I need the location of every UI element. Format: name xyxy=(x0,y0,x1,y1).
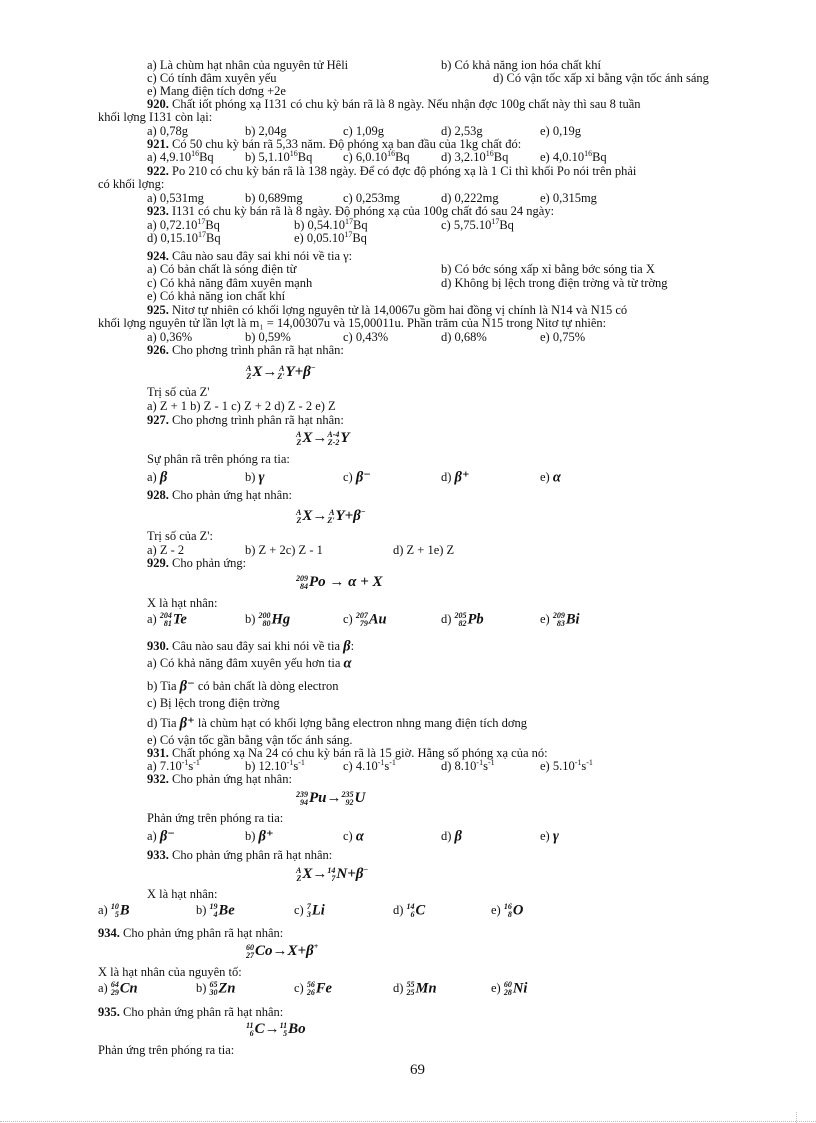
q932-option-b: b) β⁺ xyxy=(245,828,274,845)
q933-option-c: c) 7 3 Li xyxy=(294,902,325,919)
q934-option-e: e) 60 28 Ni xyxy=(491,980,528,997)
page-number: 69 xyxy=(410,1062,425,1078)
question-920-cont: khối lợng I131 còn lại: xyxy=(98,110,213,124)
exponent: 16 xyxy=(289,148,298,158)
exponent: 17 xyxy=(491,216,500,226)
question-text: Câu nào sau đây sai khi nói về tia γ: xyxy=(168,249,353,263)
q932-prompt: Phản ứng trên phóng ra tia: xyxy=(147,811,284,825)
q929-option-b: b) 200 80 Hg xyxy=(245,611,291,628)
q927-option-b: b) γ xyxy=(245,469,265,486)
q923-option xyxy=(441,216,514,232)
q925-option: c) 0,43% xyxy=(343,330,389,344)
question-text: Chất iốt phóng xạ I131 có chu kỳ bán rã là 8 ngày. Nếu nhận đợc 100g chất này thì sau 8 tuần xyxy=(168,97,641,111)
q921-option xyxy=(441,148,509,164)
exponent: 16 xyxy=(485,148,494,158)
question-927 xyxy=(147,414,344,427)
equation-929: 209 84 Po → α + X xyxy=(296,573,383,591)
q932-option-a: a) β⁻ xyxy=(147,828,175,845)
q934-option-a: a) 64 29 Cn xyxy=(98,980,138,997)
q925-option: b) 0,59% xyxy=(245,330,291,344)
unit: Bq xyxy=(352,231,367,245)
q933-option-d: d) 14 6 C xyxy=(393,902,426,919)
q922-option: b) 0,689mg xyxy=(245,191,303,205)
q919-option-b: b) Có khả năng ion hóa chất khí xyxy=(441,58,602,72)
question-number: 923. xyxy=(147,204,169,218)
q932-option-d: d) β xyxy=(441,828,462,845)
question-926 xyxy=(147,344,344,357)
equation-926: A Z X→ A Z' Y+β− xyxy=(246,363,316,381)
equation-932: 239 94 Pu→ 235 92 U xyxy=(296,789,366,807)
q921-option xyxy=(147,148,214,164)
q920-option: d) 2,53g xyxy=(441,124,483,138)
unit: Bq xyxy=(199,150,214,164)
option-value: c) 5,75.10 xyxy=(441,218,492,232)
exponent: 16 xyxy=(584,148,593,158)
unit: Bq xyxy=(493,150,509,164)
q934-option-d: d) 55 25 Mn xyxy=(393,980,437,997)
question-number: 921. xyxy=(147,137,169,151)
footer-corner-divider xyxy=(796,1112,797,1123)
question-text: Cho phơng trình phân rã hạt nhân: xyxy=(168,343,344,357)
footer-divider xyxy=(0,1121,816,1122)
q931-option: a) $7.10^{-1}s^{-1}$ xyxy=(147,757,200,773)
q919-option-a: a) Là chùm hạt nhân của nguyên tử Hêli xyxy=(147,58,349,72)
question-920 xyxy=(147,98,641,111)
question-930: 930. Câu nào sau đây sai khi nói về tia β: xyxy=(147,638,355,655)
q919-option-d: d) Có vận tốc xấp xỉ bằng vận tốc ánh sáng xyxy=(493,71,709,85)
equation-933: A Z X→ 14 7 N+β− xyxy=(296,865,369,883)
option-value: a) 0,72.10 xyxy=(147,218,198,232)
q924-option-a: a) Có bản chất là sóng điện từ xyxy=(147,262,297,276)
unit: Bq xyxy=(206,231,221,245)
q929-option-d: d) 205 82 Pb xyxy=(441,611,484,628)
q930-option-e: e) Có vận tốc gần bằng vận tốc ánh sáng. xyxy=(147,733,353,747)
q931-option: e) $5.10^{-1}s^{-1}$ xyxy=(540,757,593,773)
question-928 xyxy=(147,489,292,502)
q923-option xyxy=(147,229,221,245)
q927-option-a: a) β xyxy=(147,469,168,486)
unit: Bq xyxy=(353,218,368,232)
q927-option-d: d) β⁺ xyxy=(441,469,470,486)
q928-option: d) Z + 1e) Z xyxy=(393,543,455,557)
q927-option-c: c) β⁻ xyxy=(343,469,371,486)
q924-option-e: e) Có khả năng ion chất khí xyxy=(147,289,286,303)
exponent: 17 xyxy=(198,229,207,239)
q935-prompt: Phản ứng trên phóng ra tia: xyxy=(98,1043,235,1057)
option-value: c) 6,0.10 xyxy=(343,150,388,164)
alpha-symbol: α xyxy=(343,655,352,672)
question-number: 922. xyxy=(147,164,169,178)
q921-option xyxy=(343,148,410,164)
question-text: Nitơ tự nhiên có khối lợng nguyên tử là 14,0067u gồm hai đồng vị chính là N14 và N15 có xyxy=(168,303,628,317)
equation-928: A Z X→ A Z' Y+β− xyxy=(296,507,366,525)
option-value: e) 0,05.10 xyxy=(294,231,345,245)
q924-option-b: b) Có bớc sóng xấp xỉ bằng bớc sóng tia X xyxy=(441,262,655,276)
unit: Bq xyxy=(297,150,313,164)
unit: Bq xyxy=(205,218,220,232)
beta-minus-symbol: β⁻ xyxy=(355,469,371,486)
question-925-cont: khối lợng nguyên tử lần lợt là m₁ = 14,00307u và 15,00011u. Phần trăm của N15 trong Nitơ tự nhiên: xyxy=(98,316,607,330)
beta-symbol: β xyxy=(343,638,351,655)
question-text: Có 50 chu kỳ bán rã 5,33 năm. Độ phóng xạ ban đầu của 1kg chất đó: xyxy=(168,137,522,151)
q930-option-d: d) Tia β⁺ là chùm hạt có khối lợng bằng electron nhng mang điện tích dơng xyxy=(147,715,527,732)
q930-option-a: a) Có khả năng đâm xuyên yếu hơn tia α xyxy=(147,655,352,672)
q934-prompt: X là hạt nhân của nguyên tố: xyxy=(98,965,242,979)
exponent: 17 xyxy=(197,216,206,226)
beta-symbol: β xyxy=(159,469,168,486)
unit: Bq xyxy=(395,150,410,164)
question-text: Po 210 có chu kỳ bán rã là 138 ngày. Để có đợc độ phóng xạ là 1 Ci thì khối Po nói trên phải xyxy=(168,164,637,178)
question-number: 924. xyxy=(147,249,169,263)
unit: Bq xyxy=(592,150,607,164)
q925-option: a) 0,36% xyxy=(147,330,193,344)
q926-options: a) Z + 1 b) Z - 1 c) Z + 2 d) Z - 2 e) Z xyxy=(147,399,336,413)
q920-option: c) 1,09g xyxy=(343,124,384,138)
option-value: e) 4,0.10 xyxy=(540,150,585,164)
q924-option-d: d) Không bị lệch trong điện trờng và từ trờng xyxy=(441,276,668,290)
q920-option: a) 0,78g xyxy=(147,124,188,138)
question-text: Cho phản ứng phân rã hạt nhân: xyxy=(119,1005,284,1019)
question-text: Cho phản ứng hạt nhân: xyxy=(168,772,292,786)
q926-prompt: Trị số của Z' xyxy=(147,385,210,399)
question-number: 920. xyxy=(147,97,169,111)
question-text: Chất phóng xạ Na 24 có chu kỳ bán rã là 15 giờ. Hằng số phóng xạ của nó: xyxy=(168,746,548,760)
question-number: 933. xyxy=(147,848,169,862)
question-935 xyxy=(98,1006,283,1019)
beta-plus-symbol: β⁺ xyxy=(179,715,195,732)
q919-option-c: c) Có tính đâm xuyên yếu xyxy=(147,71,277,85)
q925-option: e) 0,75% xyxy=(540,330,586,344)
question-number: 929. xyxy=(147,556,169,570)
q927-prompt: Sự phân rã trên phóng ra tia: xyxy=(147,452,290,466)
q932-option-c: c) α xyxy=(343,828,364,845)
q919-option-e: e) Mang điện tích dơng +2e xyxy=(147,84,286,98)
q928-option: a) Z - 2 xyxy=(147,543,185,557)
exponent: 17 xyxy=(345,216,354,226)
question-933 xyxy=(147,849,332,862)
beta-plus-symbol: β⁺ xyxy=(454,469,470,486)
exponent: 17 xyxy=(344,229,353,239)
q929-prompt: X là hạt nhân: xyxy=(147,596,218,610)
q921-option xyxy=(245,148,313,164)
question-number: 928. xyxy=(147,488,169,502)
q922-option: a) 0,531mg xyxy=(147,191,204,205)
question-number: 925. xyxy=(147,303,169,317)
question-922-cont: có khối lợng: xyxy=(98,177,165,191)
q928-option: b) Z + 2c) Z - 1 xyxy=(245,543,323,557)
q931-option: c) $4.10^{-1}s^{-1}$ xyxy=(343,757,396,773)
q933-option-e: e) 16 8 O xyxy=(491,902,524,919)
equation-927: A Z X→ A-4 Z-2 Y xyxy=(296,429,350,447)
question-text: Câu nào sau đây sai khi nói về tia xyxy=(168,639,341,653)
q934-option-b: b) 65 30 Zn xyxy=(196,980,236,997)
q922-option: e) 0,315mg xyxy=(540,191,597,205)
option-value: a) 4,9.10 xyxy=(147,150,192,164)
gamma-symbol: γ xyxy=(258,469,265,486)
q931-option: b) $12.10^{-1}s^{-1}$ xyxy=(245,757,305,773)
q929-option-a: a) 204 81 Te xyxy=(147,611,187,628)
question-text: Cho phản ứng phân rã hạt nhân: xyxy=(168,848,333,862)
q930-option-b: b) Tia β⁻ có bản chất là dòng electron xyxy=(147,678,339,695)
equation-934: 60 27 Co→X+β+ xyxy=(246,942,319,960)
question-text: Cho phản ứng: xyxy=(168,556,247,570)
q929-option-c: c) 207 79 Au xyxy=(343,611,387,628)
question-text: Cho phơng trình phân rã hạt nhân: xyxy=(168,413,344,427)
option-value: b) 5,1.10 xyxy=(245,150,290,164)
question-number: 931. xyxy=(147,746,169,760)
question-932 xyxy=(147,773,292,786)
q925-option: d) 0,68% xyxy=(441,330,487,344)
equation-935: 11 6 C→ 11 5 Bo xyxy=(246,1020,306,1038)
option-value: d) 3,2.10 xyxy=(441,150,486,164)
question-text: Cho phản ứng hạt nhân: xyxy=(168,488,292,502)
question-text: I131 có chu kỳ bán rã là 8 ngày. Độ phóng xạ của 100g chất đó sau 24 ngày: xyxy=(168,204,555,218)
question-929 xyxy=(147,557,246,570)
q921-option xyxy=(540,148,607,164)
question-922 xyxy=(147,165,636,178)
question-number: 930. xyxy=(147,639,169,653)
q924-option-c: c) Có khả năng đâm xuyên mạnh xyxy=(147,276,313,290)
option-value: b) 0,54.10 xyxy=(294,218,346,232)
question-number: 934. xyxy=(98,926,120,940)
q930-option-c: c) Bị lệch trong điện trờng xyxy=(147,696,280,710)
q931-option: d) $8.10^{-1}s^{-1}$ xyxy=(441,757,495,773)
q920-option: b) 2,04g xyxy=(245,124,287,138)
beta-minus-symbol: β⁻ xyxy=(179,678,195,695)
q933-option-a: a) 10 5 B xyxy=(98,902,130,919)
question-text: Cho phản ứng phân rã hạt nhân: xyxy=(119,926,284,940)
option-value: d) 0,15.10 xyxy=(147,231,199,245)
q923-option xyxy=(294,229,367,245)
question-number: 927. xyxy=(147,413,169,427)
question-number: 926. xyxy=(147,343,169,357)
question-number: 932. xyxy=(147,772,169,786)
question-934 xyxy=(98,927,283,940)
q933-option-b: b) 19 4 Be xyxy=(196,902,235,919)
q933-prompt: X là hạt nhân: xyxy=(147,887,218,901)
question-number: 935. xyxy=(98,1005,120,1019)
q920-option: e) 0,19g xyxy=(540,124,581,138)
q929-option-e: e) 209 83 Bi xyxy=(540,611,580,628)
alpha-symbol: α xyxy=(552,469,561,486)
exponent: 16 xyxy=(387,148,396,158)
q934-option-c: c) 56 26 Fe xyxy=(294,980,332,997)
q922-option: c) 0,253mg xyxy=(343,191,400,205)
q932-option-e: e) γ xyxy=(540,828,559,845)
exponent: 16 xyxy=(191,148,200,158)
unit: Bq xyxy=(499,218,514,232)
q927-option-e: e) α xyxy=(540,469,561,486)
q928-prompt: Trị số của Z': xyxy=(147,529,214,543)
q922-option: d) 0,222mg xyxy=(441,191,499,205)
